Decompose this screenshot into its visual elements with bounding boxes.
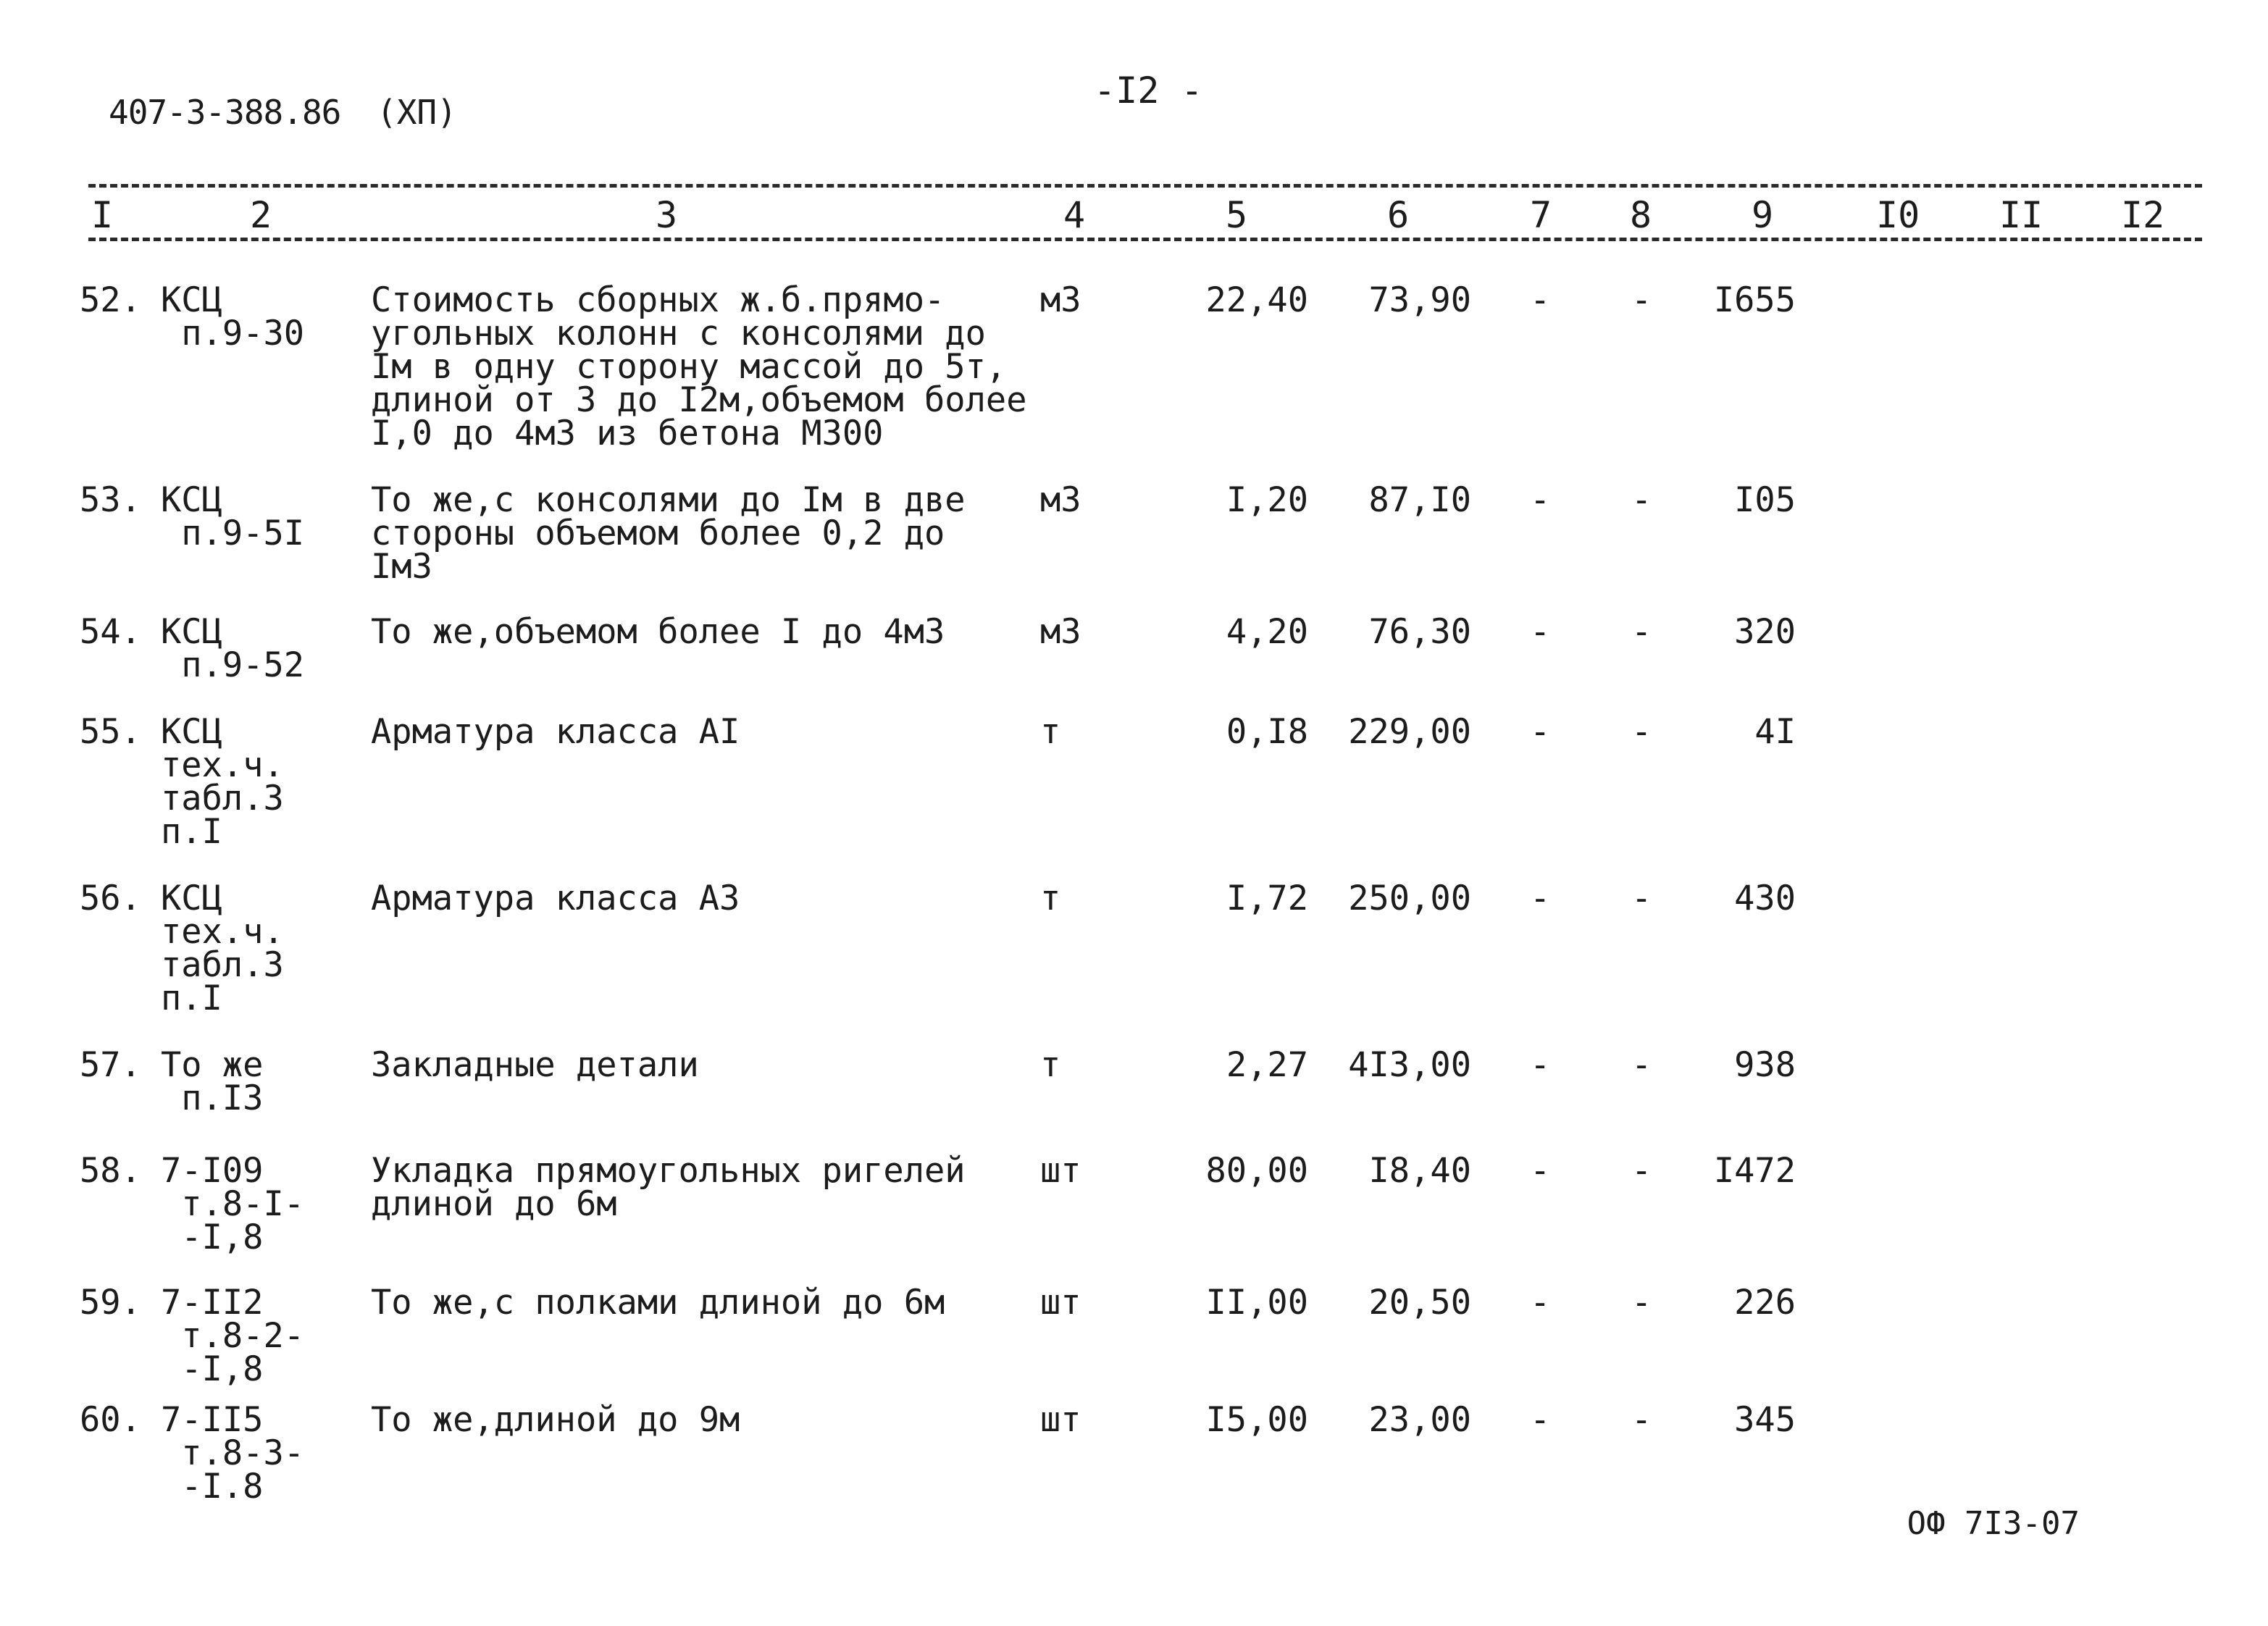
document-section: (XП) xyxy=(377,93,457,132)
row-description: Закладные детали xyxy=(371,1045,699,1085)
row-total: 430 xyxy=(1734,879,1796,918)
column-header: II xyxy=(1999,194,2043,236)
row-number: 59. xyxy=(80,1283,141,1323)
row-total: I472 xyxy=(1713,1151,1796,1191)
row-col7: - xyxy=(1530,1151,1551,1191)
column-header: I2 xyxy=(2121,194,2165,236)
row-price: 73,90 xyxy=(1368,280,1471,320)
row-quantity: I,72 xyxy=(1226,879,1308,918)
row-col8: - xyxy=(1631,1400,1652,1440)
row-code: КСЦ тех.ч. табл.3 п.I xyxy=(161,712,284,852)
row-number: 56. xyxy=(80,879,141,918)
row-total: 226 xyxy=(1734,1283,1796,1323)
row-col8: - xyxy=(1631,879,1652,918)
row-quantity: 4,20 xyxy=(1226,612,1308,652)
row-unit: шт xyxy=(1040,1151,1081,1191)
row-code: То же п.I3 xyxy=(161,1045,264,1118)
row-col8: - xyxy=(1631,1283,1652,1323)
row-description: То же,длиной до 9м xyxy=(371,1400,740,1440)
column-header: 4 xyxy=(1063,194,1086,236)
header-rule-top xyxy=(88,184,2202,188)
row-quantity: 2,27 xyxy=(1226,1045,1308,1085)
row-price: 76,30 xyxy=(1368,612,1471,652)
row-description: Арматура класса АI xyxy=(371,712,740,752)
row-number: 54. xyxy=(80,612,141,652)
row-col8: - xyxy=(1631,1045,1652,1085)
row-number: 60. xyxy=(80,1400,141,1440)
row-total: 4I xyxy=(1754,712,1796,752)
page-number: -I2 - xyxy=(1094,70,1203,112)
row-number: 58. xyxy=(80,1151,141,1191)
row-description: Арматура класса А3 xyxy=(371,879,740,918)
row-price: 250,00 xyxy=(1348,879,1471,918)
row-col7: - xyxy=(1530,280,1551,320)
row-quantity: II,00 xyxy=(1205,1283,1308,1323)
row-price: 20,50 xyxy=(1368,1283,1471,1323)
row-unit: м3 xyxy=(1040,612,1081,652)
row-quantity: 80,00 xyxy=(1205,1151,1308,1191)
row-total: 320 xyxy=(1734,612,1796,652)
row-quantity: I5,00 xyxy=(1205,1400,1308,1440)
row-unit: шт xyxy=(1040,1283,1081,1323)
column-header: 6 xyxy=(1387,194,1410,236)
row-quantity: 22,40 xyxy=(1205,280,1308,320)
row-quantity: I,20 xyxy=(1226,480,1308,520)
row-price: I8,40 xyxy=(1368,1151,1471,1191)
column-header: 5 xyxy=(1226,194,1248,236)
row-number: 53. xyxy=(80,480,141,520)
column-header: I0 xyxy=(1876,194,1920,236)
row-unit: т xyxy=(1040,1045,1061,1085)
column-header: 8 xyxy=(1630,194,1652,236)
row-number: 55. xyxy=(80,712,141,752)
row-description: То же,с полками длиной до 6м xyxy=(371,1283,945,1323)
row-col8: - xyxy=(1631,612,1652,652)
row-col7: - xyxy=(1530,1400,1551,1440)
row-description: Стоимость сборных ж.б.прямо- угольных колонн с консолями до Iм в одну сторону массой до 5т, длиной от 3 до I2м,объемом более I,0 до 4м3 из бетона М300 xyxy=(371,280,1027,453)
row-quantity: 0,I8 xyxy=(1226,712,1308,752)
row-col7: - xyxy=(1530,1283,1551,1323)
row-col7: - xyxy=(1530,480,1551,520)
row-total: 938 xyxy=(1734,1045,1796,1085)
row-code: КСЦ тех.ч. табл.3 п.I xyxy=(161,879,284,1018)
row-col8: - xyxy=(1631,280,1652,320)
row-code: КСЦ п.9-5I xyxy=(161,480,305,553)
row-number: 52. xyxy=(80,280,141,320)
row-code: 7-II5 т.8-3- -I.8 xyxy=(161,1400,305,1506)
row-col8: - xyxy=(1631,1151,1652,1191)
row-price: 23,00 xyxy=(1368,1400,1471,1440)
row-total: I05 xyxy=(1734,480,1796,520)
row-price: 87,I0 xyxy=(1368,480,1471,520)
row-col8: - xyxy=(1631,712,1652,752)
row-col7: - xyxy=(1530,879,1551,918)
row-code: КСЦ п.9-30 xyxy=(161,280,305,353)
header-rule-bottom xyxy=(88,238,2202,241)
row-unit: м3 xyxy=(1040,280,1081,320)
column-header: 7 xyxy=(1530,194,1552,236)
row-code: 7-II2 т.8-2- -I,8 xyxy=(161,1283,305,1389)
footer-form-code: ОФ 7I3-07 xyxy=(1907,1505,2080,1542)
row-total: I655 xyxy=(1713,280,1796,320)
column-header: 9 xyxy=(1752,194,1774,236)
column-header: 2 xyxy=(250,194,272,236)
document-code: 407-3-388.86 xyxy=(109,93,341,132)
row-col7: - xyxy=(1530,712,1551,752)
row-unit: м3 xyxy=(1040,480,1081,520)
row-description: Укладка прямоугольных ригелей длиной до 6м xyxy=(371,1151,966,1224)
column-header: 3 xyxy=(656,194,678,236)
row-unit: т xyxy=(1040,712,1061,752)
row-price: 4I3,00 xyxy=(1348,1045,1471,1085)
row-number: 57. xyxy=(80,1045,141,1085)
row-total: 345 xyxy=(1734,1400,1796,1440)
row-price: 229,00 xyxy=(1348,712,1471,752)
row-col7: - xyxy=(1530,1045,1551,1085)
row-code: КСЦ п.9-52 xyxy=(161,612,305,685)
row-col8: - xyxy=(1631,480,1652,520)
row-description: То же,объемом более I до 4м3 xyxy=(371,612,945,652)
row-col7: - xyxy=(1530,612,1551,652)
row-code: 7-I09 т.8-I- -I,8 xyxy=(161,1151,305,1257)
row-description: То же,с консолями до Iм в две стороны объемом более 0,2 до Iм3 xyxy=(371,480,966,587)
column-header: I xyxy=(91,194,114,236)
row-unit: шт xyxy=(1040,1400,1081,1440)
row-unit: т xyxy=(1040,879,1061,918)
